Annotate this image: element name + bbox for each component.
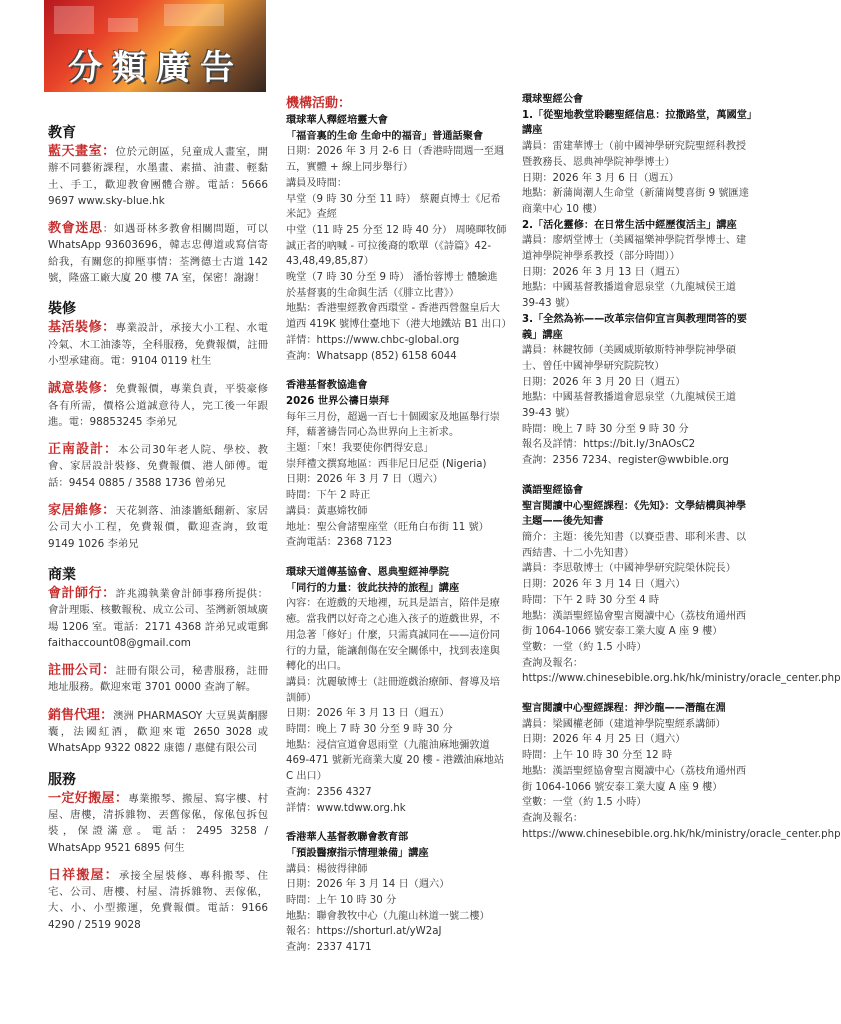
ad-keyword: 正南設計： <box>48 442 119 458</box>
classified-ad <box>48 381 268 430</box>
column-events <box>286 92 512 970</box>
column-education-services <box>48 122 268 945</box>
event-listing <box>286 565 507 816</box>
event-organizer: 香港基督教協進會 <box>286 380 368 392</box>
course-title: 2.「活化靈修：在日常生活中經歷復活主」講座 <box>522 219 737 231</box>
event-listing <box>286 113 512 364</box>
event-detail: 查詢：2337 4171 <box>286 942 372 954</box>
event-title: 「同行的力量：彼此扶持的旅程」講座 <box>286 582 460 594</box>
course-detail: 報名及詳情：https://bit.ly/3nAOsC2 <box>522 439 696 451</box>
ad-keyword: 教會迷思 <box>48 221 103 237</box>
event-organizer: 香港華人基督教聯會教育部 <box>286 832 409 844</box>
course-detail: 地點：中國基督教播道會恩泉堂（九龍城侯王道 39-43 號） <box>522 282 736 310</box>
event-title: 2026 世界公禱日崇拜 <box>286 395 390 407</box>
event-detail: 日期：2026 年 3 月 14 日（週六） <box>286 879 450 891</box>
classified-ad <box>48 320 268 369</box>
section-heading: 服務 <box>48 771 76 788</box>
course-listing <box>522 483 841 687</box>
ad-keyword: 家居維修： <box>48 503 116 519</box>
ad-keyword: 一定好搬屋： <box>48 790 129 806</box>
event-detail: 晚堂（7 時 30 分至 9 時） 潘怡蓉博士 體驗進於基督裏的生命與生活（《腓立比書》） <box>286 272 498 299</box>
event-detail: 主題：「來！我要使你們得安息」 <box>286 443 434 455</box>
ad-keyword: 誠意裝修： <box>48 381 116 397</box>
course-detail: 堂數：一堂（約 1.5 小時） <box>522 797 647 809</box>
course-detail: 日期：2026 年 3 月 13 日（週五） <box>522 266 686 278</box>
course-detail: 查詢及報名：https://www.chinesebible.org.hk/hk/ministry/oracle_center.php <box>522 657 841 685</box>
ad-text: 承接全屋裝修、專科搬琴、住宅、公司、唐樓、村屋、清拆雜物、丟傢俬，大、小、小型搬運，免費報價。電話：9166 4290 / 2519 9028 <box>48 869 268 931</box>
course-organizer: 環球聖經公會 <box>522 94 584 105</box>
ad-text: 許兆鴻執業會計師事務所提供：會計理賬、核數報稅、成立公司、荃灣新領域廣場 1206 室。電話：2171 4368 許弟兄或電郵 faithaccount08@gmail.com <box>48 587 268 649</box>
course-detail: 查詢：2356 7234、register@wwbible.org <box>522 455 729 467</box>
event-detail: 查詢電話：2368 7123 <box>286 537 393 549</box>
event-detail: 講員：沈麗敏博士（註冊遊戲治療師、督導及培訓師） <box>286 676 500 704</box>
course-listing <box>522 92 752 469</box>
classified-ad <box>48 708 268 757</box>
event-detail: 地點：聯會教牧中心（九龍山林道一號二樓） <box>286 910 490 922</box>
classified-ad <box>48 221 268 286</box>
section-heading: 商業 <box>48 566 76 583</box>
ad-text: 本公司30年老人院、學校、教會、家居設計裝修、免費報價、港人師傅。電話：9454 0885 / 3588 1736 曾弟兄 <box>48 444 268 489</box>
classified-ad <box>48 442 268 491</box>
ad-text: 專業搬琴、搬屋、寫字樓、村屋、唐樓，清拆雜物、丟舊傢俬，傢俬包拆包裝，保證滿意。電話：2495 3258 / WhatsApp 9521 6895 何生 <box>48 792 268 854</box>
course-detail: 地點：中國基督教播道會恩泉堂（九龍城侯王道 39-43 號） <box>522 392 736 420</box>
course-detail: 時間：下午 2 時 30 分至 4 時 <box>522 594 660 606</box>
event-organizer: 環球天道傳基協會、恩典聖經神學院 <box>286 566 449 578</box>
section-heading: 裝修 <box>48 301 76 318</box>
event-detail: 講員及時間： <box>286 177 348 189</box>
course-detail: 日期：2026 年 4 月 25 日（週六） <box>522 734 686 746</box>
course-detail: 時間：上午 10 時 30 分至 12 時 <box>522 750 673 762</box>
event-detail: 時間：晚上 7 時 30 分至 9 時 30 分 <box>286 724 453 736</box>
course-title: 3.「全然為袮——改革宗信仰宣言與教理問答的要義」講座 <box>522 313 747 341</box>
event-listing <box>286 378 507 551</box>
event-listing <box>286 830 507 956</box>
event-detail: 日期：2026 年 3 月 7 日（週六） <box>286 474 443 486</box>
event-detail: 查詢：Whatsapp (852) 6158 6044 <box>286 350 457 362</box>
ad-text: 位於元朗區，兒童成人畫室，開辦不同藝術課程，水墨畫、素描、油畫、輕黏土、手工，歡迎教會團體合辦。電話：5666 9697 www.sky-blue.hk <box>48 146 268 207</box>
ad-text: ：如遇哥林多教會相關問題，可以 WhatsApp 93603696，韓志忠傳道或寫信寄給我，有關您的抑壓事情：荃灣德士古道 142 號，隆盛工廠大廈 20 樓 7A 室，保密！謝謝！ <box>48 223 268 285</box>
event-detail: 內容：在遊戲的天地裡，玩具是語言，陪伴是療癒。當我們以好奇之心進入孩子的遊戲世界，不用急著「修好」什麼，只需真誠同在——這份同行的力量，能讓創傷在安全關係中，找到表達與轉化的出口。 <box>286 598 500 673</box>
event-detail: 時間：上午 10 時 30 分 <box>286 895 397 907</box>
course-detail: 時間：晚上 7 時 30 分至 9 時 30 分 <box>522 423 689 435</box>
event-detail: 講員：黃惠嫦牧師 <box>286 505 368 517</box>
course-detail: 講員：林鍵牧師（美國威斯敏斯特神學院神學碩士、曾任中國神學研究院院牧） <box>522 345 736 372</box>
ad-keyword: 註冊公司： <box>48 663 116 679</box>
course-detail: 日期：2026 年 3 月 14 日（週六） <box>522 579 686 591</box>
event-detail: 早堂（9 時 30 分至 11 時） 蔡麗貞博士《尼希米記》查經 <box>286 193 501 221</box>
event-detail: 講員：楊彼得律師 <box>286 863 368 875</box>
event-organizer: 環球華人釋經培靈大會 <box>286 115 388 126</box>
course-detail: 地點：新蒲崗潮人生命堂（新蒲崗雙喜街 9 號匯達商業中心 10 樓） <box>522 188 749 215</box>
event-detail: 詳情：www.tdww.org.hk <box>286 802 406 814</box>
ad-text: 免費報價，專業負責，平裝豪修各有所需，價格公道誠意待人，完工後一年跟進。電：98853245 李弟兄 <box>48 383 268 428</box>
event-detail: 日期：2026 年 3 月 2-6 日（香港時間週一至週五，實體 + 線上同步舉行） <box>286 146 505 174</box>
classified-ad <box>48 791 268 856</box>
course-detail: 講員：雷建華博士（前中國神學研究院聖經科教授暨教務長、恩典神學院神學博士） <box>522 141 747 168</box>
classified-ad <box>48 663 268 696</box>
course-detail: 日期：2026 年 3 月 20 日（週五） <box>522 376 686 388</box>
ad-keyword: 銷售代理： <box>48 707 114 723</box>
event-detail: 詳情：https://www.chbc-global.org <box>286 334 460 346</box>
course-detail: 講員：李思敬博士（中國神學研究院榮休院長） <box>522 563 736 575</box>
course-detail: 查詢及報名：https://www.chinesebible.org.hk/hk/ministry/oracle_center.php <box>522 812 841 840</box>
event-title: 「福音裏的生命 生命中的福音」普通話聚會 <box>286 130 484 142</box>
ad-keyword: 日祥搬屋： <box>48 867 119 883</box>
course-title: 1.「從聖地教堂聆聽聖經信息：拉撒路堂，萬國堂」講座 <box>522 109 752 137</box>
classified-ad <box>48 144 268 209</box>
course-title: 聖言閱讀中心聖經課程：押沙龍——潛龍在淵 <box>522 703 726 715</box>
event-detail: 崇拜禮文撰寫地區：西非尼日尼亞 (Nigeria) <box>286 458 487 470</box>
banner-title: 分類廣告 <box>68 48 244 88</box>
event-detail: 查詢：2356 4327 <box>286 786 372 798</box>
course-detail: 堂數：一堂（約 1.5 小時） <box>522 641 647 653</box>
course-organizer: 漢語聖經協會 <box>522 484 584 496</box>
events-heading: 機構活動： <box>286 96 352 111</box>
course-detail: 講員：廖炳堂博士（美國福樂神學院哲學博士、建道神學院神學系教授（部分時間）） <box>522 235 747 263</box>
course-detail: 日期：2026 年 3 月 6 日（週五） <box>522 172 679 184</box>
course-listing <box>522 701 841 842</box>
event-detail: 地址：聖公會諸聖座堂（旺角白布街 11 號） <box>286 521 489 533</box>
event-detail: 時間：下午 2 時正 <box>286 490 371 502</box>
column-bible-courses <box>522 92 841 856</box>
ad-text: 澳洲 PHARMASOY 大豆異黃酮膠囊，法國紅酒，歡迎來電 2650 3028 或 WhatsApp 9322 0822 康德 / 惠健有限公司 <box>48 709 268 755</box>
ad-keyword: 藍天畫室： <box>48 144 116 159</box>
ad-text: 專業設計，承接大小工程、水電冷氣、木工油漆等，全科服務，免費報價，註冊小型承建商。電：9104 0119 杜生 <box>48 322 268 367</box>
classified-ad <box>48 586 268 651</box>
classified-ad <box>48 503 268 552</box>
ad-keyword: 會計師行： <box>48 585 116 601</box>
event-detail: 報名：https://shorturl.at/yW2aJ <box>286 926 442 938</box>
event-detail: 地點：浸信宣道會恩雨堂（九龍油麻地彌敦道 469-471 號新光商業大廈 20 樓 - 港鐵油麻地站 C 出口） <box>286 739 505 783</box>
course-detail: 地點：漢語聖經協會聖言閱讀中心（荔枝角通州西街 1064-1066 號安泰工業大廈 A 座 9 樓） <box>522 610 747 638</box>
course-detail: 地點：漢語聖經協會聖言閱讀中心（荔枝角通州西街 1064-1066 號安泰工業大廈 A 座 9 樓） <box>522 765 747 793</box>
banner-image <box>44 0 266 92</box>
course-detail: 講員：梁國權老師（建道神學院聖經系講師） <box>522 718 726 730</box>
classified-ad <box>48 868 268 933</box>
ad-keyword: 基活裝修： <box>48 320 116 336</box>
event-detail: 中堂（11 時 25 分至 12 時 40 分） 周曉暉牧師 誠正者的吶喊 - 可拉後裔的歌單（《詩篇》42-43,48,49,85,87） <box>286 224 507 268</box>
ad-text: 天花剝落、油漆牆紙翻新、家居公司大小工程，免費報價，歡迎查詢，致電 9149 1026 李弟兄 <box>48 505 268 550</box>
event-detail: 日期：2026 年 3 月 13 日（週五） <box>286 708 450 720</box>
section-heading: 教育 <box>48 125 76 141</box>
event-detail: 每年三月份，超過一百七十個國家及地區舉行崇拜，藉著禱告同心為世界向上主祈求。 <box>286 411 500 439</box>
ad-text: 註冊有限公司，秘書服務，註冊地址服務。歡迎來電 3701 0000 查詢了解。 <box>48 665 268 694</box>
course-title: 聖言閱讀中心聖經課程：《先知》：文學結構與神學主題——後先知書 <box>522 500 747 528</box>
event-title: 「預設醫療指示情理兼備」講座 <box>286 847 429 859</box>
event-detail: 地點：香港聖經教會西環堂 - 香港西營盤皇后大道西 419K 號博仕臺地下（港大地鐵站 B1 出口） <box>286 303 512 331</box>
course-detail: 簡介：主題：後先知書（以賽亞書、耶利米書、以西結書、十二小先知書） <box>522 531 747 559</box>
